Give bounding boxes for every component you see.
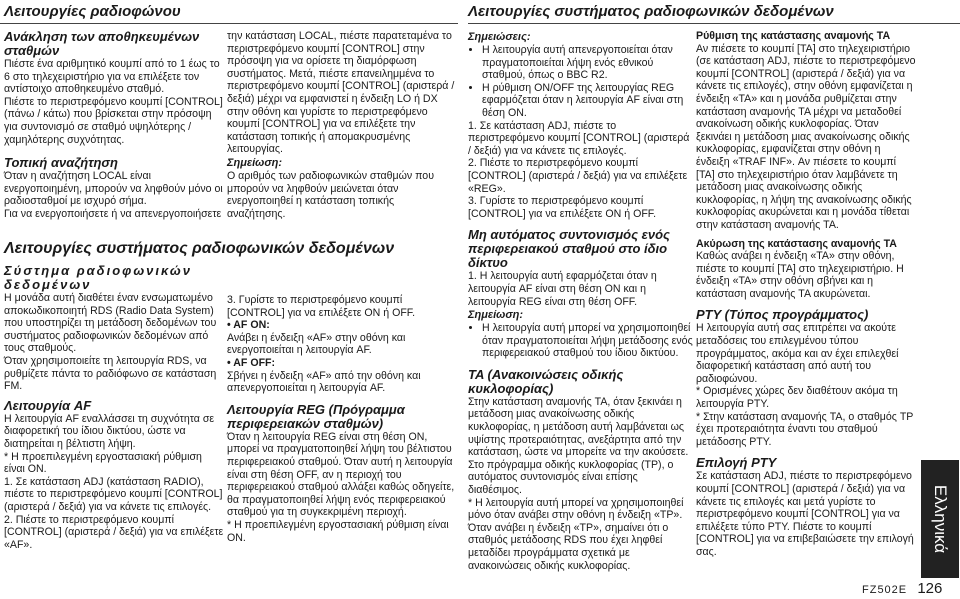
- heading-rds: Σύστημα ραδιοφωνικών δεδομένων: [4, 263, 192, 292]
- header-right: Λειτουργίες συστήματος ραδιοφωνικών δεδομένων: [468, 3, 834, 20]
- paragraph: την κατάσταση LOCAL, πιέστε παρατεταμένα το περιστρεφόμενο κουμπί [CONTROL] στην πρόσοψη για να ορίσετε τη διαμόρφωση συστήματος. Μετά, πιέστε επανειλημμένα το περιστρεφόμενο κουμπί [CONTROL] (αριστερά / δεξιά) μέχρι να εμφανιστεί η ένδειξη LO ή DX στην οθόνη και γυρίστε το περιστρεφόμενο κουμπί [CONTROL] για να επιλέξετε την κατάσταση τοπικής ή απομακρυσμένης λειτουργίας.: [227, 30, 455, 156]
- header-left: Λειτουργίες ραδιοφώνου: [4, 3, 181, 20]
- heading-ta: TA (Ανακοινώσεις οδικής κυκλοφορίας): [468, 366, 624, 396]
- bullet: • Η λειτουργία αυτή απενεργοποιείται όταν πραγματοποιείται λήψη ενός εθνικού σταθμού, όπως ο BBC R2.: [482, 44, 693, 82]
- section-heading-rds: Λειτουργίες συστήματος ραδιοφωνικών δεδομένων: [4, 240, 395, 257]
- notes-heading: Σημειώσεις:: [468, 31, 531, 43]
- header-rule-right: [468, 23, 960, 24]
- heading-ta-standby: Ρύθμιση της κατάστασης αναμονής TA: [696, 30, 891, 42]
- paragraph: Ανάβει η ένδειξη «AF» στην οθόνη και ενεργοποιείται η λειτουργία AF.: [227, 331, 406, 357]
- bullet: • Η λειτουργία αυτή μπορεί να χρησιμοποιηθεί όταν πραγματοποιείται λήψη μετάδοσης ενός περιφερειακού σταθμού του ίδιου δικτύου.: [482, 322, 693, 360]
- step: 1. Σε κατάσταση ADJ (κατάσταση RADIO), πιέστε το περιστρεφόμενο κουμπί [CONTROL] (αριστερά / δεξιά) για να κάνετε τις επιλογές.: [4, 475, 223, 513]
- column-1-bottom: [4, 264, 224, 551]
- paragraph: Όταν η λειτουργία REG είναι στη θέση ON, μπορεί να πραγματοποιηθεί λήψη του βέλτιστου περιφερειακού σταθμού. Όταν αυτή η λειτουργία είναι στη θέση OFF, αν η περιοχή του περιφερειακού σταθμού αλλάξει καθώς οδηγείτε, θα πραγματοποιηθεί λήψη ενός περιφερειακού σταθμού για τη συγκεκριμένη περιοχή.: [227, 430, 455, 519]
- column-1-top: [4, 30, 224, 221]
- heading-local-search: Τοπική αναζήτηση: [4, 155, 118, 171]
- column-2-bottom: [227, 294, 455, 544]
- heading-pty-select: Επιλογή PTY: [696, 455, 777, 471]
- paragraph: Η λειτουργία αυτή σας επιτρέπει να ακούτε μεταδόσεις του επιλεγμένου τύπου προγράμματος, ακόμα και αν έχει επιλεχθεί διαφορετική κατάσταση από αυτή του ραδιοφώνου.: [696, 322, 899, 385]
- page-footer: [862, 580, 942, 597]
- paragraph: Πιέστε ένα αριθμητικό κουμπί από το 1 έως το 6 στο τηλεχειριστήριο για να επιλέξετε τον αντίστοιχο αποθηκευμένο σταθμό.: [4, 58, 220, 96]
- paragraph: Η μονάδα αυτή διαθέτει έναν ενσωματωμένο αποκωδικοποιητή RDS (Radio Data System) που υποστηρίζει τη μετάδοση δεδομένων του συστήματος ραδιοφωνικών δεδομένων από τους σταθμούς.: [4, 292, 217, 355]
- heading-recall-stations: Ανάκληση των αποθηκευμένων σταθμών: [4, 29, 200, 58]
- bullet: • Η ρύθμιση ON/OFF της λειτουργίας REG εφαρμόζεται όταν η λειτουργία AF είναι στη θέση ON.: [482, 82, 693, 120]
- note-heading: Σημείωση:: [468, 309, 524, 322]
- paragraph: * Η λειτουργία αυτή μπορεί να χρησιμοποιηθεί μόνο όταν ανάβει στην οθόνη η ένδειξη «TP». Όταν ανάβει η ένδειξη «TP», σημαίνει ότι ο σταθμός μετάδοσης RDS που έχει ληφθεί μεταδίδει προγράμματα σχετικά με ανακοινώσεις οδικής κυκλοφορίας.: [468, 496, 684, 572]
- header-rule-left: [0, 23, 458, 24]
- column-3: [468, 30, 693, 572]
- paragraph: Ο αριθμός των ραδιοφωνικών σταθμών που μπορούν να ληφθούν μειώνεται όταν ενεργοποιηθεί η κατάσταση τοπικής αναζήτησης.: [227, 169, 434, 220]
- paragraph: Καθώς ανάβει η ένδειξη «TA» στην οθόνη, πιέστε το κουμπί [TA] στο τηλεχειριστήριο. Η ένδειξη «TA» στην οθόνη σβήνει και η κατάσταση αναμονής TA ακυρώνεται.: [696, 250, 904, 300]
- step: 3. Γυρίστε το περιστρεφόμενο κουμπί [CONTROL] για να επιλέξετε ON ή OFF.: [227, 294, 416, 319]
- step: 2. Πιέστε το περιστρεφόμενο κουμπί [CONTROL] (αριστερά / δεξιά) για να επιλέξετε «REG».: [468, 157, 688, 195]
- paragraph: Πιέστε το περιστρεφόμενο κουμπί [CONTROL] (πάνω / κάτω) που βρίσκεται στην πρόσοψη για συντονισμό σε σταθμό υψηλότερης / χαμηλότερης συχνότητας.: [4, 95, 223, 146]
- paragraph: Αν πιέσετε το κουμπί [TA] στο τηλεχειριστήριο (σε κατάσταση ADJ, πιέστε το περιστρεφόμενο κουμπί [CONTROL] (αριστερά / δεξιά) για να κάνετε τις επιλογές), στην οθόνη εμφανίζεται η ένδειξη «TA» και η μονάδα ρυθμίζεται στην κατάσταση αναμονής TA μέχρι να μεταδοθεί ανακοίνωση οδικής κυκλοφορίας. Όταν ξεκινάει η μετάδοση μιας ανακοίνωσης οδικής κυκλοφορίας, εμφανίζεται στην οθόνη η ένδειξη «TRAF INF». Αν πιέσετε το κουμπί [TA] στο τηλεχειριστήριο όταν λαμβάνετε τη μετάδοση μιας ανακοίνωσης οδικής κυκλοφορίας, η λήψη της ανακοίνωσης οδικής κυκλοφορίας ακυρώνεται και η μονάδα τίθεται στην κατάσταση αναμονής TA.: [696, 42, 916, 231]
- paragraph: Σβήνει η ένδειξη «AF» από την οθόνη και απενεργοποιείται η λειτουργία AF.: [227, 369, 421, 395]
- paragraph: Όταν χρησιμοποιείτε τη λειτουργία RDS, να ρυθμίζετε πάντα το ραδιόφωνο σε κατάσταση FM.: [4, 354, 217, 393]
- paragraph: Στην κατάσταση αναμονής TA, όταν ξεκινάει η μετάδοση μιας ανακοίνωσης οδικής κυκλοφορίας, η μετάδοση αυτή λαμβάνεται ως υψίστης προτεραιότητας, ανεξάρτητα από την κατάσταση, ώστε να μπορείτε να την ακούσετε. Στο πρόγραμμα οδικής κυκλοφορίας (TP), ο αυτόματος συντονισμός είναι επίσης διαθέσιμος.: [468, 395, 689, 497]
- paragraph: * Η προεπιλεγμένη εργοστασιακή ρύθμιση είναι ON.: [227, 518, 449, 544]
- page-number: 126: [917, 580, 943, 597]
- paragraph: Σε κατάσταση ADJ, πιέστε το περιστρεφόμενο κουμπί [CONTROL] (αριστερά / δεξιά) για να κάνετε τις επιλογές και μετά γυρίστε το περιστρεφόμενο κουμπί [CONTROL] για να επιλέξετε τύπο PTY. Πιέστε το κουμπί [CONTROL] για να επιβεβαιώσετε την επιλογή σας.: [696, 470, 914, 558]
- column-4: [696, 30, 916, 559]
- paragraph: Όταν η αναζήτηση LOCAL είναι ενεργοποιημένη, μπορούν να ληφθούν μόνο οι ραδιοσταθμοί με ισχυρό σήμα.: [4, 170, 223, 208]
- paragraph: 1. Η λειτουργία αυτή εφαρμόζεται όταν η λειτουργία AF είναι στη θέση ON και η λειτουργία REG είναι στη θέση OFF.: [468, 270, 657, 308]
- paragraph: * Στην κατάσταση αναμονής TA, ο σταθμός TP έχει προτεραιότητα έναντι του σταθμού μετάδοσης PTY.: [696, 410, 914, 448]
- language-label: Ελληνικά: [931, 484, 950, 554]
- step: 1. Σε κατάσταση ADJ, πιέστε το περιστρεφόμενο κουμπί [CONTROL] (αριστερά / δεξιά) για να κάνετε τις επιλογές.: [468, 119, 690, 157]
- column-2-top: [227, 30, 455, 220]
- af-off-label: • AF OFF:: [227, 356, 276, 369]
- heading-manual-tuning: Μη αυτόματος συντονισμός ενός περιφερειακού σταθμού στο ίδιο δίκτυο: [468, 227, 670, 271]
- heading-pty: PTY (Τύπος προγράμματος): [696, 307, 869, 323]
- paragraph: * Ορισμένες χώρες δεν διαθέτουν ακόμα τη λειτουργία PTY.: [696, 385, 898, 411]
- model-name: FZ502E: [862, 584, 908, 596]
- heading-af: Λειτουργία AF: [4, 397, 92, 413]
- step: 3. Γυρίστε το περιστρεφόμενο κουμπί [CONTROL] για να επιλέξετε ON ή OFF.: [468, 195, 657, 220]
- step: 2. Πιέστε το περιστρεφόμενο κουμπί [CONTROL] (αριστερά / δεξιά) για να επιλέξετε «AF».: [4, 513, 224, 551]
- af-on-label: • AF ON:: [227, 319, 270, 332]
- paragraph: Η λειτουργία AF εναλλάσσει τη συχνότητα σε διαφορετική του ίδιου δικτύου, ώστε να διατηρείται η βέλτιστη λήψη.: [4, 412, 215, 450]
- paragraph: Για να ενεργοποιήσετε ή να απενεργοποιήσετε: [4, 207, 222, 220]
- heading-reg: Λειτουργία REG (Πρόγραμμα περιφερειακών σταθμών): [227, 401, 405, 431]
- note-heading: Σημείωση:: [227, 156, 283, 169]
- language-side-tab: [921, 460, 959, 578]
- paragraph: * Η προεπιλεγμένη εργοστασιακή ρύθμιση είναι ON.: [4, 450, 202, 476]
- heading-cancel-ta: Ακύρωση της κατάστασης αναμονής TA: [696, 237, 897, 250]
